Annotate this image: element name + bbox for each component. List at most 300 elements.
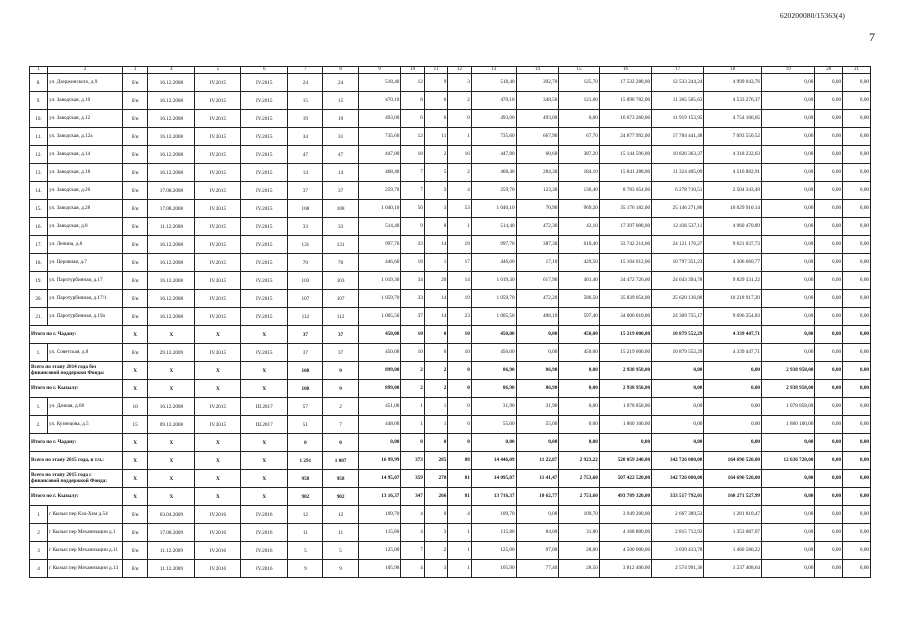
table-row <box>30 344 871 362</box>
table-cell: 1 040,10 <box>471 200 516 218</box>
table-cell: 408,10 <box>516 308 559 326</box>
table-cell: 2 <box>448 92 471 110</box>
column-number: 3 <box>122 67 148 74</box>
table-cell: 17.08.2008 <box>148 182 195 200</box>
table-cell: 0,00 <box>815 128 843 146</box>
table-cell: 105,90 <box>471 560 516 578</box>
table-cell: 6 <box>401 110 424 128</box>
table-cell: 0,00 <box>815 434 843 452</box>
table-cell: 11 <box>424 128 447 146</box>
table-cell: 2 504 343,49 <box>704 182 762 200</box>
table-cell: 0,00 <box>843 218 871 236</box>
table-cell: 24 643 394,78 <box>652 272 704 290</box>
table-cell: 0,00 <box>762 218 815 236</box>
table-cell: 14 095,07 <box>471 470 516 488</box>
table-cell: IV.2015 <box>241 272 288 290</box>
table-cell: X <box>195 380 241 398</box>
table-cell: 15 219 000,00 <box>599 326 651 344</box>
table-cell: 0,00 <box>843 200 871 218</box>
table-cell: IV.2016 <box>195 560 241 578</box>
table-cell: 0,00 <box>815 470 843 488</box>
table-cell: 17 397 008,00 <box>599 218 651 236</box>
table-cell: 12 <box>401 74 424 92</box>
table-cell: 164 696 520,00 <box>704 470 762 488</box>
table-cell: IV.2016 <box>241 560 288 578</box>
subtotal-row <box>30 326 871 344</box>
table-cell: X <box>148 326 195 344</box>
table-row <box>30 506 871 524</box>
table-cell: 1 <box>401 416 424 434</box>
table-cell: 4 <box>401 560 424 578</box>
table-cell: 70 <box>288 254 323 272</box>
table-cell: 10 879 552,29 <box>652 344 704 362</box>
table-cell: 0 <box>448 434 471 452</box>
table-cell: 2 <box>424 146 447 164</box>
table-cell: 0,00 <box>843 488 871 506</box>
table-cell: 47 <box>288 146 323 164</box>
table-cell: 1 007 <box>323 452 358 470</box>
table-cell: 14 <box>448 272 471 290</box>
table-cell: 8 <box>424 218 447 236</box>
table-cell: 19 <box>288 110 323 128</box>
table-cell: 0,00 <box>471 434 516 452</box>
table-cell: 109,70 <box>358 506 401 524</box>
column-number: 20 <box>815 67 843 74</box>
table-cell: 16.12.2008 <box>148 272 195 290</box>
table-cell: 16 99,99 <box>358 452 401 470</box>
table-cell: 0,00 <box>843 380 871 398</box>
table-cell: 14 446,09 <box>471 452 516 470</box>
table-cell: 37 <box>323 344 358 362</box>
table-cell: 16.12.2008 <box>148 398 195 416</box>
table-cell: 131 <box>288 236 323 254</box>
table-cell: 4 <box>448 506 471 524</box>
table-cell: 125,70 <box>559 74 600 92</box>
row-number-cell: 3 <box>30 542 48 560</box>
address-cell: ул. Заводская, д.26 <box>48 182 123 200</box>
table-cell: IV.2015 <box>195 92 241 110</box>
table-cell: 0,00 <box>516 434 559 452</box>
table-cell: 34 006 010,00 <box>599 308 651 326</box>
table-cell: 47 <box>323 146 358 164</box>
table-cell: 0,00 <box>815 308 843 326</box>
table-cell: 0,00 <box>843 92 871 110</box>
table-cell: 0,00 <box>843 542 871 560</box>
table-cell: 4 <box>401 506 424 524</box>
table-cell: 0 <box>401 434 424 452</box>
table-cell: X <box>195 488 241 506</box>
table-cell: 67,70 <box>559 128 600 146</box>
table-cell: 16.12.2008 <box>148 254 195 272</box>
table-row <box>30 308 871 326</box>
table-cell: X <box>122 380 148 398</box>
table-cell: 17.08.2009 <box>148 524 195 542</box>
table-cell: 450,00 <box>358 326 401 344</box>
table-cell: III.2017 <box>241 416 288 434</box>
subtotal-row <box>30 380 871 398</box>
table-cell: X <box>148 434 195 452</box>
table-cell: 348,50 <box>516 92 559 110</box>
table-cell: 450,00 <box>358 344 401 362</box>
table-cell: 0,00 <box>704 416 762 434</box>
table-cell: 1 860 100,00 <box>599 416 651 434</box>
table-cell: 610,40 <box>559 236 600 254</box>
table-cell: 131 <box>323 236 358 254</box>
address-cell: ул. Церовная, д.7 <box>48 254 123 272</box>
table-cell: 667,90 <box>516 128 559 146</box>
table-cell: 1 005,50 <box>471 308 516 326</box>
table-cell: 0,00 <box>704 434 762 452</box>
table-cell: 0,00 <box>762 128 815 146</box>
table-cell: 2 <box>424 362 447 380</box>
table-cell: 0,00 <box>843 560 871 578</box>
table-cell: 10 <box>401 326 424 344</box>
table-cell: 3 039 413,78 <box>652 542 704 560</box>
table-cell: 2 <box>424 542 447 560</box>
table-cell: 0,00 <box>843 452 871 470</box>
subtotal-label: Итого по г. Чадану: <box>30 434 123 452</box>
table-cell: IV.2015 <box>241 344 288 362</box>
column-number: 16 <box>599 67 651 74</box>
table-cell: 12 533 244,24 <box>652 74 704 92</box>
table-cell: 0,00 <box>815 272 843 290</box>
address-cell: ул. Заводская, д.18 <box>48 164 123 182</box>
table-cell: 37 <box>288 182 323 200</box>
table-cell: 0,00 <box>762 74 815 92</box>
table-cell: X <box>195 434 241 452</box>
table-row <box>30 218 871 236</box>
table-cell: 1 019,30 <box>471 272 516 290</box>
table-cell: IV.2015 <box>195 146 241 164</box>
table-cell: 11.12.2008 <box>148 218 195 236</box>
table-cell: 0,00 <box>815 560 843 578</box>
row-number-cell: 12. <box>30 146 48 164</box>
table-cell: 0,00 <box>762 290 815 308</box>
table-cell: 70 <box>323 254 358 272</box>
table-row <box>30 182 871 200</box>
table-cell: 8 783 054,00 <box>599 182 651 200</box>
address-cell: г Кызыл пер Механизации д.11 <box>48 542 123 560</box>
table-cell: IV.2015 <box>195 218 241 236</box>
table-cell: б/н <box>122 290 148 308</box>
table-cell: X <box>148 380 195 398</box>
table-cell: 12 <box>288 506 323 524</box>
column-number: 5 <box>195 67 241 74</box>
table-cell: 121,60 <box>559 92 600 110</box>
table-cell: 0,00 <box>843 164 871 182</box>
table-cell: 16.12.2008 <box>148 92 195 110</box>
table-cell: 9 <box>323 560 358 578</box>
address-cell: г Кызыл пер Кха-Хем д.54 <box>48 506 123 524</box>
table-cell: 0,00 <box>815 488 843 506</box>
table-cell: 81 <box>448 470 471 488</box>
table-cell: 55,00 <box>516 416 559 434</box>
table-cell: III.2017 <box>241 398 288 416</box>
column-number: 2 <box>48 67 123 74</box>
table-cell: 109,70 <box>471 506 516 524</box>
table-cell: 17.08.2008 <box>148 200 195 218</box>
table-cell: IV.2015 <box>241 128 288 146</box>
table-cell: 136,40 <box>559 182 600 200</box>
table-cell: 105,90 <box>358 560 401 578</box>
row-number-cell: 1 <box>30 506 48 524</box>
table-cell: IV.2015 <box>241 182 288 200</box>
column-number: 8 <box>323 67 358 74</box>
table-cell: б/н <box>122 92 148 110</box>
table-row <box>30 200 871 218</box>
table-cell: 9 696 254,83 <box>704 308 762 326</box>
table-cell: 333 517 792,01 <box>652 488 704 506</box>
table-cell: 0,00 <box>516 326 559 344</box>
table-cell: X <box>241 434 288 452</box>
table-cell: 0,00 <box>358 434 401 452</box>
table-cell: 0,00 <box>762 272 815 290</box>
table-cell: X <box>241 452 288 470</box>
table-cell: 5 <box>323 542 358 560</box>
table-cell: 0,00 <box>762 524 815 542</box>
table-cell: 1 <box>448 542 471 560</box>
table-cell: 15 219 000,00 <box>599 344 651 362</box>
subtotal-row <box>30 470 871 488</box>
address-cell: г Кызыл пер Механизации д.13 <box>48 560 123 578</box>
table-cell: 507 422 520,00 <box>599 470 651 488</box>
table-cell: IV.2015 <box>195 290 241 308</box>
table-cell: 0,00 <box>815 182 843 200</box>
column-number: 15 <box>559 67 600 74</box>
table-cell: 10 029 910,14 <box>704 200 762 218</box>
table-cell: 13 16,37 <box>358 488 401 506</box>
table-cell: X <box>122 326 148 344</box>
table-cell: б/н <box>122 506 148 524</box>
table-cell: 7 <box>401 164 424 182</box>
table-cell: 899,00 <box>358 380 401 398</box>
table-cell: 86,90 <box>516 380 559 398</box>
table-cell: 0,00 <box>815 362 843 380</box>
table-cell: б/н <box>122 146 148 164</box>
table-cell: 2 923,22 <box>559 452 600 470</box>
table-cell: 0,00 <box>843 74 871 92</box>
table-cell: 3 <box>424 182 447 200</box>
table-cell: 31,90 <box>471 398 516 416</box>
table-cell: 7 <box>401 542 424 560</box>
table-cell: 3 <box>424 560 447 578</box>
table-cell: б/н <box>122 182 148 200</box>
table-cell: б/н <box>122 308 148 326</box>
table-cell: 81 <box>448 488 471 506</box>
row-number-cell: 19. <box>30 272 48 290</box>
table-cell: IV.2015 <box>195 254 241 272</box>
table-cell: 1 019,30 <box>358 272 401 290</box>
table-cell: 15 104 012,00 <box>599 254 651 272</box>
table-cell: 3 <box>424 524 447 542</box>
table-cell: 0,00 <box>815 380 843 398</box>
subtotal-label: Итого по г. Чадану: <box>30 326 123 344</box>
table-cell: 15 144 596,00 <box>599 146 651 164</box>
table-cell: 0 <box>424 506 447 524</box>
table-cell: 103 <box>288 272 323 290</box>
table-cell: IV.2015 <box>241 200 288 218</box>
table-cell: 448,00 <box>358 416 401 434</box>
table-cell: 0,00 <box>762 344 815 362</box>
table-cell: 1 281 810,47 <box>704 506 762 524</box>
table-cell: 6 <box>424 92 447 110</box>
table-cell: 11.12.2009 <box>148 560 195 578</box>
table-cell: IV.2015 <box>195 164 241 182</box>
table-cell: 57 <box>288 398 323 416</box>
table-cell: 0,00 <box>815 344 843 362</box>
table-cell: 8 <box>401 92 424 110</box>
table-cell: 0,00 <box>762 488 815 506</box>
table-cell: 468,40 <box>471 164 516 182</box>
table-cell: 472,30 <box>516 218 559 236</box>
table-cell: 0,00 <box>516 506 559 524</box>
table-cell: 70,90 <box>516 200 559 218</box>
table-cell: 29.12.2009 <box>148 344 195 362</box>
table-cell: 0,00 <box>762 92 815 110</box>
row-number-cell: 4 <box>30 560 48 578</box>
table-cell: 4 999 043,76 <box>704 74 762 92</box>
table-cell: 285 <box>424 452 447 470</box>
row-number-cell: 8. <box>30 74 48 92</box>
table-cell: IV.2016 <box>241 542 288 560</box>
table-cell: 108 <box>288 380 323 398</box>
table-cell: 16 673 260,00 <box>599 110 651 128</box>
table-cell: 2 <box>401 362 424 380</box>
table-cell: 259,70 <box>471 182 516 200</box>
table-cell: 0,00 <box>652 380 704 398</box>
subtotal-label: Всего по этапу 2015 года с финансовой поддержкой Фонда: <box>30 470 123 488</box>
table-cell: 451,00 <box>358 398 401 416</box>
table-cell: X <box>241 488 288 506</box>
column-number: 14 <box>516 67 559 74</box>
table-cell: 35 176 182,00 <box>599 200 651 218</box>
table-cell: 5 <box>424 164 447 182</box>
column-number: 11 <box>424 67 447 74</box>
table-cell: X <box>122 434 148 452</box>
table-cell: 387,20 <box>559 146 600 164</box>
table-cell: б/н <box>122 254 148 272</box>
table-cell: 2 938 958,00 <box>599 380 651 398</box>
table-cell: 0,00 <box>815 416 843 434</box>
table-cell: 14 <box>424 236 447 254</box>
table-cell: X <box>241 470 288 488</box>
table-cell: X <box>241 326 288 344</box>
table-cell: 0,00 <box>843 146 871 164</box>
table-cell: 56 <box>401 200 424 218</box>
table-cell: 0,00 <box>652 362 704 380</box>
table-cell: 447,80 <box>471 146 516 164</box>
table-cell: 16.12.2008 <box>148 74 195 92</box>
table-cell: 0,00 <box>843 326 871 344</box>
address-cell: ул. Кузнецова, д.5 <box>48 416 123 434</box>
table-cell: 17 784 441,48 <box>652 128 704 146</box>
table-cell: 450,00 <box>559 326 600 344</box>
address-cell: ул. Заводская, д.14 <box>48 146 123 164</box>
table-cell: 53 <box>448 200 471 218</box>
table-cell: IV.2016 <box>195 524 241 542</box>
table-cell: 17 <box>448 254 471 272</box>
table-cell: 31,80 <box>559 524 600 542</box>
table-cell: 16.12.2008 <box>148 290 195 308</box>
table-cell: 0 <box>448 380 471 398</box>
table-cell: б/н <box>122 74 148 92</box>
address-cell: ул. Паротурбинная, д.17 <box>48 272 123 290</box>
table-cell: б/н <box>122 218 148 236</box>
table-cell: X <box>241 362 288 380</box>
table-cell: IV.2015 <box>195 416 241 434</box>
table-cell: 123,30 <box>516 182 559 200</box>
table-cell: б/н <box>122 164 148 182</box>
table-cell: 259,70 <box>358 182 401 200</box>
table-row <box>30 146 871 164</box>
table-cell: 446,60 <box>471 254 516 272</box>
table-cell: 5 <box>288 542 323 560</box>
table-cell: 0,00 <box>843 362 871 380</box>
table-cell: X <box>122 488 148 506</box>
table-cell: 97,00 <box>516 542 559 560</box>
table-cell: 09.12.2008 <box>148 416 195 434</box>
housing-program-table <box>29 66 871 578</box>
table-cell: 0,00 <box>843 272 871 290</box>
row-number-cell: 16. <box>30 218 48 236</box>
table-cell: 164 696 520,00 <box>704 452 762 470</box>
table-cell: 0 <box>323 434 358 452</box>
table-cell: 1 291 <box>288 452 323 470</box>
table-cell: 109,70 <box>559 506 600 524</box>
table-cell: 10 826 363,37 <box>652 146 704 164</box>
table-cell: 429,50 <box>559 254 600 272</box>
table-cell: 4 168 800,00 <box>599 524 651 542</box>
column-number: 6 <box>241 67 288 74</box>
table-cell: 0,00 <box>815 452 843 470</box>
table-cell: 2 667 389,53 <box>652 506 704 524</box>
table-cell: 33 742 214,00 <box>599 236 651 254</box>
table-row <box>30 524 871 542</box>
table-cell: 2 753,60 <box>559 470 600 488</box>
table-cell: 16.12.2008 <box>148 164 195 182</box>
table-row <box>30 128 871 146</box>
table-cell: 24 <box>288 74 323 92</box>
table-cell: 16.12.2008 <box>148 236 195 254</box>
table-cell: IV.2015 <box>195 398 241 416</box>
table-cell: 17 532 288,00 <box>599 74 651 92</box>
table-cell: 0,00 <box>704 362 762 380</box>
table-cell: 9 <box>424 74 447 92</box>
table-cell: X <box>195 326 241 344</box>
table-cell: 11 <box>323 524 358 542</box>
table-cell: 34 472 726,00 <box>599 272 651 290</box>
table-cell: 0,00 <box>762 506 815 524</box>
table-cell: 0,00 <box>762 326 815 344</box>
table-cell: 284,30 <box>516 164 559 182</box>
table-cell: 3 949 200,00 <box>599 506 651 524</box>
table-cell: 12 <box>323 506 358 524</box>
table-cell: 60,60 <box>516 146 559 164</box>
table-cell: 2 574 991,36 <box>652 560 704 578</box>
table-cell: 0,00 <box>762 542 815 560</box>
table-cell: 0,00 <box>762 308 815 326</box>
subtotal-label: Итого по г. Кызылу: <box>30 380 123 398</box>
table-cell: 1 059,70 <box>471 290 516 308</box>
table-cell: 37 <box>288 344 323 362</box>
table-cell: X <box>122 362 148 380</box>
table-cell: б/н <box>122 524 148 542</box>
table-cell: 0,00 <box>815 218 843 236</box>
table-cell: 20 <box>424 272 447 290</box>
table-cell: 16.12.2008 <box>148 128 195 146</box>
table-cell: 958 <box>288 470 323 488</box>
table-cell: 0,00 <box>762 434 815 452</box>
